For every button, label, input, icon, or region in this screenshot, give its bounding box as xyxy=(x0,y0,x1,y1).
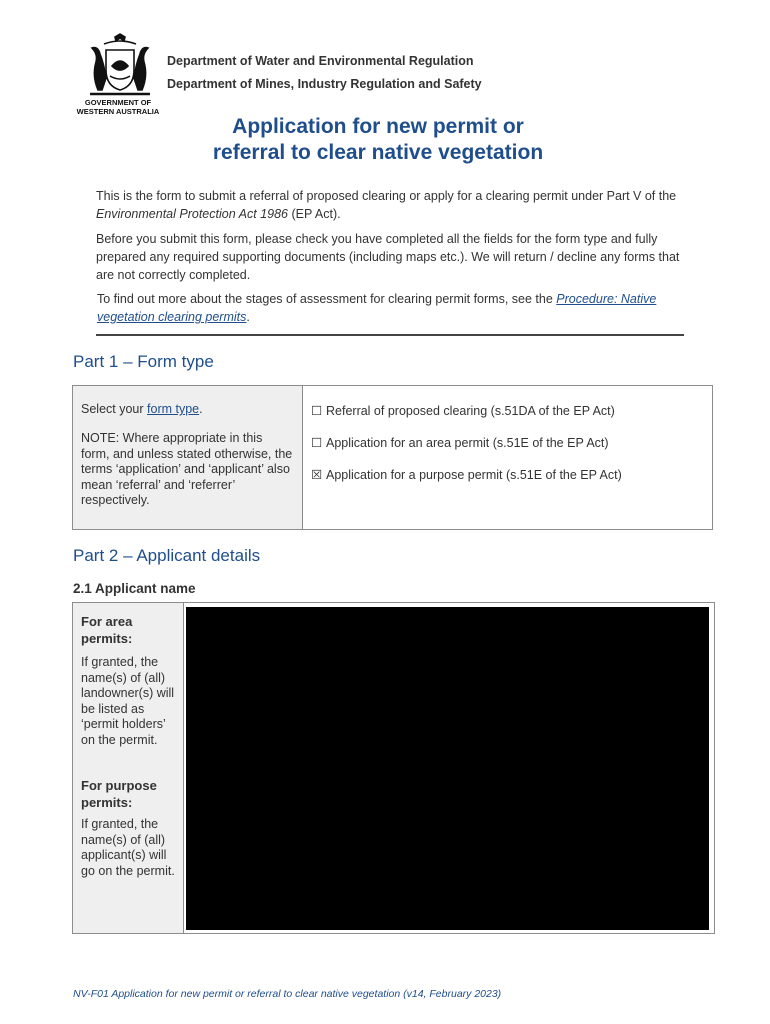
intro-text: This is the form to submit a referral of proposed clearing or apply for a clearing permit under Part V of the xyxy=(96,189,677,203)
option-label: Application for a purpose permit (s.51E of the EP Act) xyxy=(326,468,622,482)
option-label: Application for an area permit (s.51E of the EP Act) xyxy=(326,436,609,450)
checkbox-checked[interactable]: ☒ xyxy=(311,468,323,482)
applicant-name-field-redacted[interactable] xyxy=(186,607,709,930)
select-form-type-text xyxy=(81,402,203,416)
select-text: Select your xyxy=(81,402,148,416)
checkbox[interactable]: ☐ xyxy=(311,436,323,450)
act-name: Environmental Protection Act 1986 xyxy=(96,207,289,221)
option-purpose-permit[interactable] xyxy=(311,467,622,482)
department-name-2: Department of Mines, Industry Regulation and Safety xyxy=(167,77,482,91)
option-area-permit[interactable] xyxy=(311,435,609,450)
crest-icon xyxy=(76,32,164,98)
form-type-note: NOTE: Where appropriate in this form, and unless stated otherwise, the terms ‘application’ and ‘applicant’ also mean ‘referral’ and ‘referrer’ respectively. xyxy=(81,431,293,507)
gov-label-line2: WESTERN AUSTRALIA xyxy=(76,107,160,116)
department-name-1: Department of Water and Environmental Regulation xyxy=(167,54,474,68)
checkbox[interactable]: ☐ xyxy=(311,404,323,418)
intro-paragraph-1 xyxy=(96,187,686,223)
page-title-line2: referral to clear native vegetation xyxy=(212,141,544,164)
select-text-end: . xyxy=(199,402,203,416)
option-label: Referral of proposed clearing (s.51DA of the EP Act) xyxy=(326,404,615,418)
purpose-permits-heading: For purpose permits: xyxy=(81,778,157,810)
page-title-line1: Application for new permit or xyxy=(232,115,524,138)
form-type-link[interactable]: form type xyxy=(147,402,200,416)
gov-label-line1: GOVERNMENT OF xyxy=(84,98,152,107)
intro-paragraph-2: Before you submit this form, please check you have completed all the fields for the form type and fully prepared any required supporting documents (including maps etc.). We will return / decline any forms that are not correctly completed. xyxy=(96,232,680,282)
intro-text-end: (EP Act). xyxy=(288,207,341,221)
option-referral[interactable] xyxy=(311,403,615,418)
part1-heading: Part 1 – Form type xyxy=(73,352,214,371)
applicant-name-table xyxy=(72,602,715,934)
footer-document-reference: NV-F01 Application for new permit or referral to clear native vegetation (v14, February 2023) xyxy=(73,988,502,1000)
applicant-name-subheading: 2.1 Applicant name xyxy=(73,581,196,596)
form-type-table xyxy=(72,385,713,530)
intro-text-end: . xyxy=(246,310,250,324)
part2-heading: Part 2 – Applicant details xyxy=(73,546,261,565)
section-divider xyxy=(96,334,684,336)
form-type-label-cell xyxy=(73,386,303,529)
area-permits-heading: For area permits: xyxy=(81,614,133,646)
purpose-permits-text: If granted, the name(s) of (all) applicant(s) will go on the permit. xyxy=(81,817,175,878)
procedure-link[interactable]: Procedure: Native vegetation clearing permits xyxy=(97,292,657,324)
intro-paragraph-3 xyxy=(97,290,687,326)
intro-text: To find out more about the stages of assessment for clearing permit forms, see the xyxy=(97,292,557,306)
area-permits-text: If granted, the name(s) of (all) landowner(s) will be listed as ‘permit holders’ on the permit. xyxy=(81,655,175,747)
applicant-name-label-cell xyxy=(73,603,184,933)
